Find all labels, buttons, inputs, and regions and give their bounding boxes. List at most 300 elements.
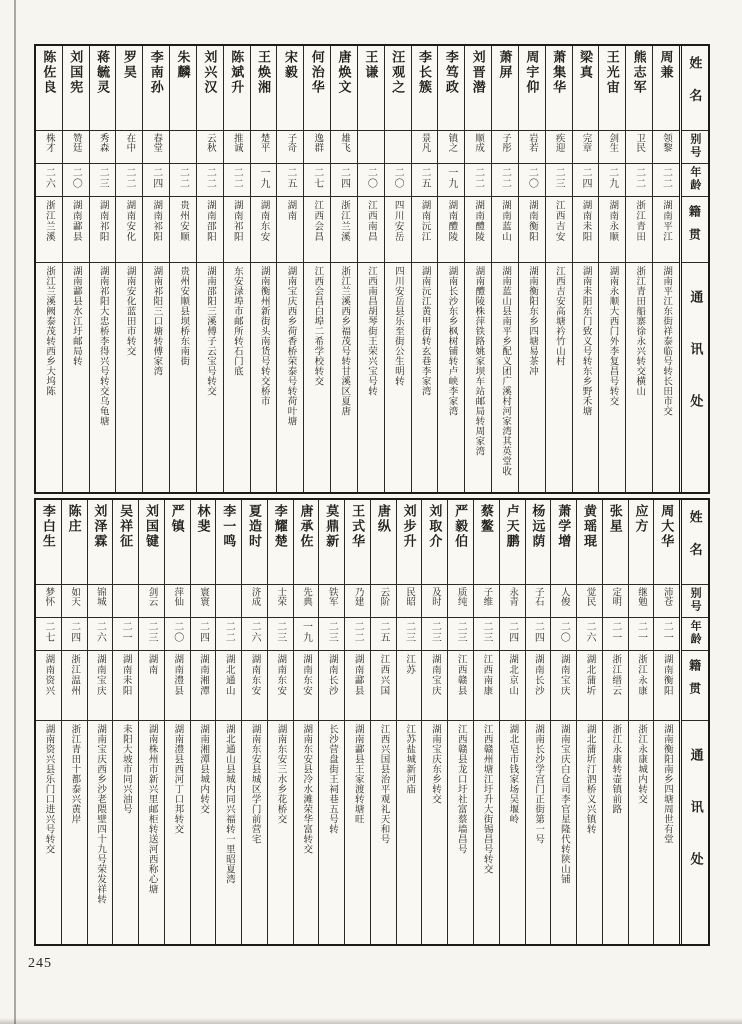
entry-alias xyxy=(626,130,652,163)
entry-alias xyxy=(143,130,169,163)
entry-origin-text: 湖南东安 xyxy=(301,654,312,696)
entry-origin xyxy=(224,196,250,262)
header-origin-label: 籍贯 xyxy=(687,205,702,251)
entry-alias xyxy=(191,584,216,617)
entry-origin-text: 湖南邵阳 xyxy=(204,200,215,242)
entry-origin-text: 湖南资兴 xyxy=(43,654,54,696)
entry-name-text: 李耀楚 xyxy=(272,504,288,549)
entry-alias xyxy=(36,130,62,163)
entry-address-text: 湖南衡阳东乡四塘易茶冲 xyxy=(526,266,537,376)
entry-alias-text: 继勉 xyxy=(635,587,646,606)
entry-age-text: 二三 xyxy=(553,167,565,189)
entry-name-text: 张星 xyxy=(607,504,623,534)
entry-address-text: 四川安岳县乐至街公生明转 xyxy=(392,266,403,386)
entry-alias-text: 株才 xyxy=(43,133,54,152)
entry-origin xyxy=(251,196,277,262)
entry-address xyxy=(304,262,330,492)
entry-origin xyxy=(474,650,499,720)
entry-origin-text: 湖北蒲圻 xyxy=(584,654,595,696)
entry-age-text: 二三 xyxy=(97,167,109,189)
entry-name xyxy=(654,500,679,584)
entry-alias-text: 及时 xyxy=(429,587,440,606)
entry-origin xyxy=(412,196,438,262)
entry-age xyxy=(603,617,628,650)
entry-name xyxy=(90,46,116,130)
entry-name xyxy=(465,46,491,130)
entry-age-text: 二四 xyxy=(197,621,209,643)
entry-alias-text: 子石 xyxy=(532,587,543,606)
entry-name xyxy=(139,500,164,584)
entry-alias-text: 楚平 xyxy=(258,133,269,152)
entry-age-text: 二二 xyxy=(231,167,243,189)
entry-alias xyxy=(397,584,422,617)
entry-alias xyxy=(603,584,628,617)
entry-name-text: 严毅伯 xyxy=(453,504,469,549)
entry-name-text: 刘国键 xyxy=(143,504,159,549)
entry-name-text: 唐焕文 xyxy=(336,50,352,95)
entry-origin-text: 四川安岳 xyxy=(392,200,403,242)
entry-name-text: 罗昊 xyxy=(121,50,137,80)
entry-address xyxy=(412,262,438,492)
entry-address xyxy=(170,262,196,492)
entry-address-text: 湖南衡州新街头南货号转交桥市 xyxy=(258,266,269,406)
entry-name-text: 熊志军 xyxy=(631,50,647,95)
entry-address xyxy=(251,262,277,492)
entry-name-text: 刘晋潜 xyxy=(470,50,486,95)
entry-name xyxy=(268,500,293,584)
entry-name xyxy=(345,500,370,584)
entry-alias xyxy=(304,130,330,163)
entry-address-text: 湖南祁阳三口塘转傅家湾 xyxy=(151,266,162,376)
entry-address xyxy=(88,720,113,944)
entry-age xyxy=(519,163,545,196)
entry-age xyxy=(331,163,357,196)
entry-alias-text: 人俊 xyxy=(558,587,569,606)
entry-origin xyxy=(371,650,396,720)
entry-origin-text: 湖南东安 xyxy=(258,200,269,242)
entry-address-text: 浙江青田十都泰兴黄岸 xyxy=(69,724,80,824)
entry-alias-text: 萍仙 xyxy=(172,587,183,606)
entry-name xyxy=(251,46,277,130)
entry-origin-text: 浙江兰溪 xyxy=(339,200,350,242)
entry-age xyxy=(165,617,190,650)
entry-name-text: 陈佐良 xyxy=(41,50,57,95)
entry-origin xyxy=(573,196,599,262)
entry-age xyxy=(653,163,679,196)
entry-name xyxy=(116,46,142,130)
directory-entry-column xyxy=(491,46,518,492)
entry-alias-text: 先典 xyxy=(301,587,312,606)
entry-age xyxy=(551,617,576,650)
entry-age-text: 二五 xyxy=(377,621,389,643)
entry-alias-text: 济成 xyxy=(249,587,260,606)
entry-address xyxy=(139,720,164,944)
entry-origin xyxy=(546,196,572,262)
entry-address xyxy=(90,262,116,492)
entry-origin-text: 湖南东安 xyxy=(249,654,260,696)
entry-age-text: 二二 xyxy=(352,621,364,643)
entry-origin-text: 湖南祁阳 xyxy=(151,200,162,242)
entry-name-text: 王焕湘 xyxy=(256,50,272,95)
entry-age xyxy=(438,163,464,196)
entry-name-text: 王光宙 xyxy=(604,50,620,95)
entry-age xyxy=(526,617,551,650)
entry-age xyxy=(573,163,599,196)
entry-alias-text: 镇之 xyxy=(446,133,457,152)
entry-alias xyxy=(268,584,293,617)
entry-alias-text: 顺成 xyxy=(473,133,484,152)
entry-alias xyxy=(546,130,572,163)
entry-origin-text: 湖南衡阳 xyxy=(526,200,537,242)
entry-origin-text: 湖南宝庆 xyxy=(558,654,569,696)
entry-age-text: 二一 xyxy=(635,621,647,643)
entry-origin-text: 江西南昌 xyxy=(365,200,376,242)
header-alias xyxy=(682,584,708,617)
directory-entry-column xyxy=(330,46,357,492)
entry-name-text: 李笃政 xyxy=(443,50,459,95)
entry-address-text: 湖南宝庆白仓司李官星隆代转陕山铺 xyxy=(558,724,569,884)
entry-name xyxy=(385,46,411,130)
entry-name xyxy=(599,46,625,130)
entry-name-text: 汪观之 xyxy=(390,50,406,95)
entry-name xyxy=(546,46,572,130)
directory-entry-column xyxy=(138,500,164,944)
header-name-label: 姓名 xyxy=(687,510,703,575)
directory-entry-column xyxy=(115,46,142,492)
directory-entry-column xyxy=(112,500,138,944)
entry-address-text: 浙江永康转壶镇前路 xyxy=(610,724,621,814)
entry-address-text: 浙江兰溪西乡福茂号转甘溪区夏唐 xyxy=(339,266,350,416)
entry-alias xyxy=(139,584,164,617)
entry-age xyxy=(224,163,250,196)
entry-age-text: 二四 xyxy=(579,167,591,189)
entry-alias xyxy=(116,130,142,163)
entry-age-text: 二三 xyxy=(480,621,492,643)
entry-alias xyxy=(629,584,654,617)
entry-alias xyxy=(36,584,61,617)
entry-origin-text: 江苏 xyxy=(404,654,415,675)
entry-address xyxy=(551,720,576,944)
directory-entry-column xyxy=(625,46,652,492)
entry-age xyxy=(251,163,277,196)
entry-origin-text: 湖南湘潭 xyxy=(197,654,208,696)
entry-age-text: 二〇 xyxy=(171,621,183,643)
entry-alias xyxy=(438,130,464,163)
entry-address-text: 湖南蓝山县南平乡配义团广溪村河家湾其英堂收 xyxy=(500,266,511,476)
entry-alias-text: 质纯 xyxy=(455,587,466,606)
directory-entry-column xyxy=(437,46,464,492)
entry-address-text: 湖南醴陵株萍铁路姚家坝车站邮局转周家湾 xyxy=(473,266,484,456)
entry-name xyxy=(36,46,62,130)
entry-address xyxy=(546,262,572,492)
entry-alias-text: 定明 xyxy=(610,587,621,606)
entry-origin xyxy=(465,196,491,262)
entry-age xyxy=(113,617,138,650)
entry-origin-text: 湖南安化 xyxy=(124,200,135,242)
entry-origin-text: 江西赣县 xyxy=(455,654,466,696)
entry-origin-text: 湖南耒阳 xyxy=(580,200,591,242)
entry-origin-text: 浙江青田 xyxy=(634,200,645,242)
entry-name xyxy=(165,500,190,584)
entry-age-text: 二二 xyxy=(660,167,672,189)
entry-name-text: 严镇 xyxy=(169,504,185,534)
entry-age-text: 二七 xyxy=(42,621,54,643)
entry-address-text: 江西赣县龙口圩社富蔡墙昌号 xyxy=(455,724,466,854)
entry-age xyxy=(626,163,652,196)
entry-alias xyxy=(492,130,518,163)
entry-address-text: 耒阳大坡市同兴油号 xyxy=(120,724,131,814)
entry-address-text: 湖南祁阳大忠桥李得兴号转交乌龟塘 xyxy=(97,266,108,426)
entry-alias xyxy=(448,584,473,617)
entry-address-text: 湖南衡阳南乡四塘周世有堂 xyxy=(661,724,672,844)
entry-address xyxy=(319,720,344,944)
entry-alias xyxy=(277,130,303,163)
entry-origin-text: 湖南东安 xyxy=(275,654,286,696)
entry-name-text: 黄瑶琨 xyxy=(581,504,597,549)
entry-origin xyxy=(599,196,625,262)
entry-age xyxy=(139,617,164,650)
entry-address xyxy=(268,720,293,944)
entry-address xyxy=(345,720,370,944)
entry-address xyxy=(654,720,679,944)
entry-origin-text: 湖南衡阳 xyxy=(661,654,672,696)
entry-address-text: 湖南酃县水江圩邮局转 xyxy=(70,266,81,366)
entry-name xyxy=(448,500,473,584)
entry-name xyxy=(224,46,250,130)
entry-origin xyxy=(448,650,473,720)
entry-name xyxy=(62,500,87,584)
entry-origin-text: 浙江温州 xyxy=(69,654,80,696)
entry-name-text: 刘取介 xyxy=(427,504,443,549)
entry-origin-text: 江西南康 xyxy=(481,654,492,696)
entry-address xyxy=(242,720,267,944)
entry-alias xyxy=(422,584,447,617)
entry-origin xyxy=(577,650,602,720)
entry-name xyxy=(242,500,267,584)
entry-name xyxy=(551,500,576,584)
entry-alias xyxy=(170,130,196,163)
entry-name xyxy=(371,500,396,584)
entry-address xyxy=(36,262,62,492)
entry-name-text: 蒋毓灵 xyxy=(95,50,111,95)
entry-origin-text: 湖南蓝山 xyxy=(499,200,510,242)
entry-origin xyxy=(385,196,411,262)
entry-origin-text: 湖南永顺 xyxy=(607,200,618,242)
header-origin-label: 籍贯 xyxy=(687,659,702,705)
entry-alias-text: 士荣 xyxy=(275,587,286,606)
entry-age xyxy=(397,617,422,650)
directory-entry-column xyxy=(464,46,491,492)
entry-origin-text: 江西兴国 xyxy=(378,654,389,696)
entry-address-text: 湖北蒲圻汀泗桥义兴镇转 xyxy=(584,724,595,834)
entry-alias-text: 春堂 xyxy=(151,133,162,152)
entry-address-text: 湖北皂市钱家场吴堰岭 xyxy=(507,724,518,824)
entry-address xyxy=(629,720,654,944)
row-headers-column xyxy=(679,46,708,492)
directory-entry-column xyxy=(357,46,384,492)
entry-address-text: 江西南昌胡琴街王荣兴宝号转 xyxy=(366,266,377,396)
entry-origin-text: 江西吉安 xyxy=(553,200,564,242)
entry-address xyxy=(113,720,138,944)
entry-address xyxy=(36,720,61,944)
entry-address xyxy=(492,262,518,492)
entry-age xyxy=(191,617,216,650)
entry-age-text: 二六 xyxy=(249,621,260,643)
entry-name xyxy=(577,500,602,584)
entry-name-text: 应方 xyxy=(633,504,649,534)
entry-name-text: 王式华 xyxy=(350,504,366,549)
directory-entry-column xyxy=(447,500,473,944)
entry-address-text: 湖南酃县王家渡转塘旺 xyxy=(352,724,363,824)
entry-age-text: 二四 xyxy=(506,621,518,643)
entry-age xyxy=(577,617,602,650)
entry-address-text: 湖南宝庆西乡荷香桥荣泰号转荷叶塘 xyxy=(285,266,296,426)
entry-age-text: 一九 xyxy=(258,167,270,189)
entry-origin xyxy=(345,650,370,720)
entry-address-text: 湖南耒阳东门致义号转东乡野禾塘 xyxy=(580,266,591,416)
entry-address-text: 湖南宝庆西乡沙老隈壁四十九号荣发祥转 xyxy=(95,724,106,904)
entry-name-text: 何治华 xyxy=(309,50,325,95)
entry-alias-text: 子奇 xyxy=(285,133,296,152)
entry-name xyxy=(653,46,679,130)
directory-entry-column xyxy=(142,46,169,492)
header-name xyxy=(682,46,708,130)
header-origin xyxy=(682,650,708,720)
entry-alias-text: 乃建 xyxy=(352,587,363,606)
entry-origin xyxy=(294,650,319,720)
entry-age xyxy=(654,617,679,650)
entry-age xyxy=(63,163,89,196)
entry-age-text: 二九 xyxy=(606,167,618,189)
entry-address xyxy=(62,720,87,944)
entry-address xyxy=(626,262,652,492)
entry-address-text: 长沙营盘街王祠巷五号转 xyxy=(326,724,337,834)
entry-origin xyxy=(304,196,330,262)
entry-name-text: 萧屏 xyxy=(497,50,513,80)
entry-origin xyxy=(526,650,551,720)
entry-origin-text: 湖北京山 xyxy=(507,654,518,696)
entry-name xyxy=(216,500,241,584)
entry-origin-text: 湖南酃县 xyxy=(70,200,81,242)
entry-alias xyxy=(224,130,250,163)
entry-name xyxy=(294,500,319,584)
entry-age xyxy=(90,163,116,196)
entry-age-text: 二六 xyxy=(94,621,106,643)
entry-name-text: 李白生 xyxy=(40,504,56,549)
entry-address-text: 湖南宝庆东乡转交 xyxy=(430,724,441,804)
entry-address xyxy=(191,720,216,944)
entry-origin xyxy=(500,650,525,720)
scan-bottom-shadow xyxy=(0,1018,742,1024)
entry-name-text: 夏造时 xyxy=(247,504,262,549)
entry-name xyxy=(422,500,447,584)
entry-age-text: 二四 xyxy=(68,621,80,643)
entry-alias xyxy=(577,584,602,617)
entry-alias xyxy=(242,584,267,617)
entry-address-text: 湖南长沙学宫门正街第一号 xyxy=(533,724,544,844)
entry-alias-text: 梦怀 xyxy=(43,587,54,606)
entry-age xyxy=(465,163,491,196)
entry-alias-text: 雄飞 xyxy=(339,133,350,152)
entry-address xyxy=(573,262,599,492)
directory-entry-column xyxy=(576,500,602,944)
entry-name-text: 林斐 xyxy=(195,504,211,534)
entry-alias-text: 秀森 xyxy=(97,133,108,152)
entry-address xyxy=(448,720,473,944)
entry-alias xyxy=(251,130,277,163)
directory-entry-column xyxy=(303,46,330,492)
entry-address-text: 湖南湘潭县城内转交 xyxy=(198,724,209,814)
entry-alias xyxy=(385,130,411,163)
entry-origin xyxy=(519,196,545,262)
entry-alias-text: 云秋 xyxy=(204,133,215,152)
directory-entry-column xyxy=(36,46,62,492)
entry-name xyxy=(319,500,344,584)
header-age-label: 年龄 xyxy=(688,166,701,192)
entry-name-text: 吴祥征 xyxy=(118,504,134,549)
entry-address xyxy=(116,262,142,492)
entry-age xyxy=(304,163,330,196)
entry-age-text: 二四 xyxy=(532,621,544,643)
entry-age-text: 二四 xyxy=(338,167,350,189)
entry-age xyxy=(492,163,518,196)
directory-entry-column xyxy=(250,46,277,492)
entry-address xyxy=(500,720,525,944)
entry-alias-text: 子彤 xyxy=(499,133,510,152)
header-origin xyxy=(682,196,708,262)
entry-alias-text: 完章 xyxy=(580,133,591,152)
entry-alias-text: 寰寰 xyxy=(197,587,208,606)
entry-address-text: 江苏盐城新河庙 xyxy=(404,724,415,794)
directory-entry-column xyxy=(572,46,599,492)
entry-origin xyxy=(331,196,357,262)
entry-origin-text: 湖南宝庆 xyxy=(429,654,440,696)
entry-origin xyxy=(492,196,518,262)
entry-address-text: 江西赣州塘江圩升大街锡昌号转交 xyxy=(481,724,492,874)
entry-address-text: 湖南澧县西河丁口邦转交 xyxy=(172,724,183,834)
directory-entry-column xyxy=(318,500,344,944)
entry-origin-text: 湖南酃县 xyxy=(352,654,363,696)
entry-alias xyxy=(197,130,223,163)
entry-name xyxy=(63,46,89,130)
scan-edge-artifact xyxy=(14,0,16,1024)
entry-name-text: 陈庄 xyxy=(66,504,82,534)
entry-name xyxy=(500,500,525,584)
entry-name xyxy=(629,500,654,584)
directory-table-bottom xyxy=(34,498,710,946)
entry-origin xyxy=(422,650,447,720)
entry-origin-text: 湖南 xyxy=(285,200,296,221)
entry-origin xyxy=(358,196,384,262)
directory-entry-column xyxy=(215,500,241,944)
entry-alias xyxy=(465,130,491,163)
entry-origin xyxy=(36,650,61,720)
entry-name xyxy=(438,46,464,130)
entry-alias-text: 铁军 xyxy=(326,587,337,606)
entry-name-text: 李长簇 xyxy=(417,50,432,95)
header-alias xyxy=(682,130,708,163)
entry-origin xyxy=(277,196,303,262)
entry-alias-text: 赞廷 xyxy=(70,133,81,152)
entry-alias xyxy=(165,584,190,617)
directory-entry-column xyxy=(267,500,293,944)
header-age xyxy=(682,163,708,196)
entry-name-text: 刘国宪 xyxy=(68,50,84,95)
entry-alias xyxy=(331,130,357,163)
entry-address-text: 湖南长沙东乡枫树铺转卢峡李家湾 xyxy=(446,266,457,416)
entry-name xyxy=(603,500,628,584)
entry-alias-text: 剑云 xyxy=(146,587,157,606)
